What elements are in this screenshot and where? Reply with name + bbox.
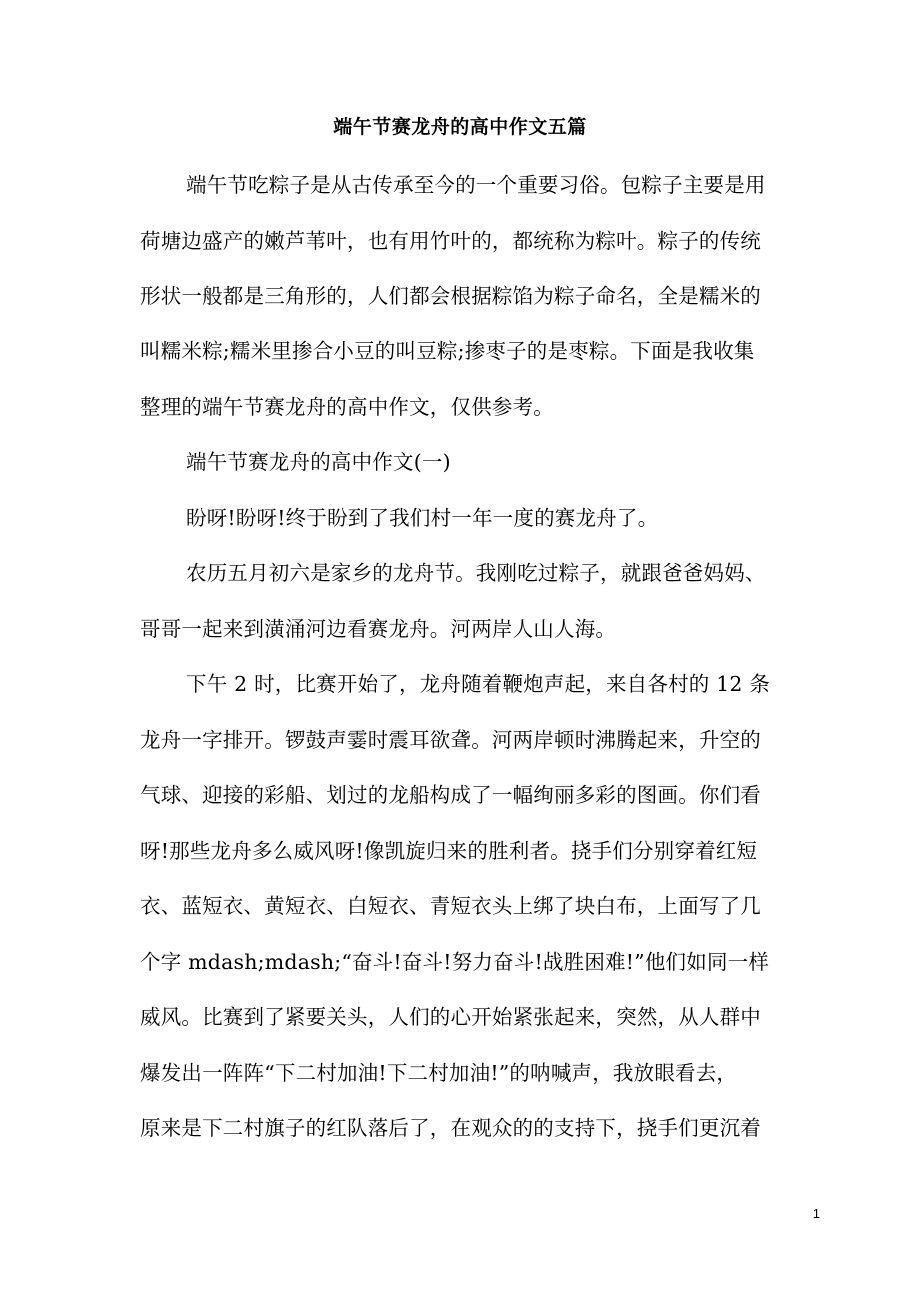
document-title: 端午节赛龙舟的高中作文五篇 <box>333 116 587 138</box>
paragraph-line: 原来是下二村旗子的红队落后了，在观众的的支持下，挠手们更沉着 <box>140 1116 761 1140</box>
paragraph-line: 呀!那些龙舟多么威风呀!像凯旋归来的胜利者。挠手们分别穿着红短 <box>140 839 758 863</box>
paragraph-line: 端午节吃粽子是从古传承至今的一个重要习俗。包粽子主要是用 <box>186 173 766 197</box>
paragraph-line: 爆发出一阵阵“下二村加油!下二村加油!”的呐喊声，我放眼看去， <box>140 1061 738 1085</box>
paragraph-line: 哥哥一起来到潢涌河边看赛龙舟。河两岸人山人海。 <box>140 617 617 641</box>
page-number: 1 <box>812 1206 820 1221</box>
paragraph-line: 整理的端午节赛龙舟的高中作文，仅供参考。 <box>140 395 554 419</box>
paragraph-line: 威风。比赛到了紧要关头，人们的心开始紧张起来，突然，从人群中 <box>140 1005 761 1029</box>
paragraph-line: 形状一般都是三角形的，人们都会根据粽馅为粽子命名，全是糯米的 <box>140 284 761 308</box>
paragraph-line: 盼呀!盼呀!终于盼到了我们村一年一度的赛龙舟了。 <box>186 506 659 530</box>
paragraph-line: 荷塘边盛产的嫩芦苇叶，也有用竹叶的，都统称为粽叶。粽子的传统 <box>140 229 761 253</box>
paragraph-line: 衣、蓝短衣、黄短衣、白短衣、青短衣头上绑了块白布，上面写了几 <box>140 894 761 918</box>
paragraph-line: 气球、迎接的彩船、划过的龙船构成了一幅绚丽多彩的图画。你们看 <box>140 783 761 807</box>
section-heading: 端午节赛龙舟的高中作文(一) <box>186 450 451 474</box>
paragraph-line: 个字 mdash;mdash;“奋斗!奋斗!努力奋斗!战胜困难!”他们如同一样 <box>140 950 770 974</box>
paragraph-line: 龙舟一字排开。锣鼓声霎时震耳欲聋。河两岸顿时沸腾起来，升空的 <box>140 728 761 752</box>
paragraph-line: 下午 2 时，比赛开始了，龙舟随着鞭炮声起，来自各村的 12 条 <box>186 672 771 696</box>
paragraph-line: 农历五月初六是家乡的龙舟节。我刚吃过粽子，就跟爸爸妈妈、 <box>186 561 766 585</box>
paragraph-line: 叫糯米粽;糯米里掺合小豆的叫豆粽;掺枣子的是枣粽。下面是我收集 <box>140 339 755 363</box>
